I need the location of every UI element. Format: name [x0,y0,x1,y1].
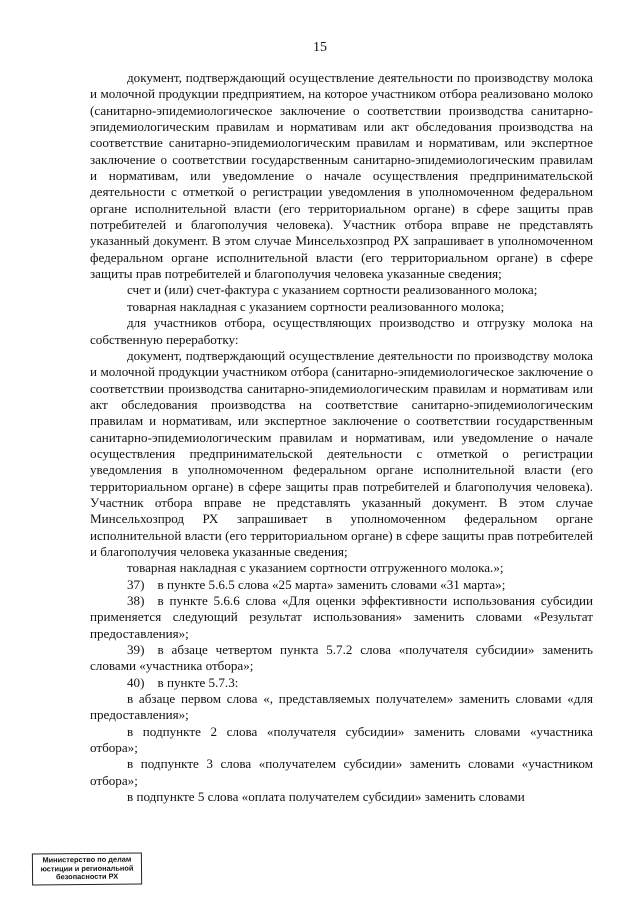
page-number: 15 [313,40,327,55]
ministry-stamp [32,853,142,886]
list-item: 37) в пункте 5.6.5 слова «25 марта» заменить словами «31 марта»; [127,576,506,592]
list-item: 39) в абзаце четвертом пункта 5.7.2 слова «получателя субсидии» заменить словами «участника отбора»; [90,642,593,674]
list-item: 38) в пункте 5.6.6 слова «Для оценки эффективности использования субсидии применяется следующий результат использования» заменить словами «Результат предоставления»; [90,593,593,641]
stamp-line: юстиции и региональной [40,863,134,873]
paragraph: для участников отбора, осуществляющих производство и отгрузку молока на собственную переработку: [90,315,593,347]
paragraph: счет и (или) счет-фактура с указанием сортности реализованного молока; [127,282,538,298]
paragraph: документ, подтверждающий осуществление деятельности по производству молока и молочной продукции участником отбора (санитарно-эпидемиологическое заключение о соответствии производства санитарно-эпидемиологическим правилам и нормативам или акт обследования производства на соответствие санитарно-эпидемиологическим правилам и нормативам, или экспертное заключение о соответствии государственным санитарно-эпидемиологическим правилам и нормативам, или уведомление о начале осуществления предпринимательской деятельности с отметкой о регистрации уведомления в уполномоченном федеральном органе исполнительной власти (его территориальном органе) в сфере защиты прав потребителей и благополучия человека). Участник отбора вправе не представлять указанный документ. В этом случае Минсельхозпрод РХ запрашивает в уполномоченном федеральном органе исполнительной власти (его территориальном органе) в сфере защиты прав потребителей и благополучия человека указанные сведения; [90,347,593,559]
paragraph: товарная накладная с указанием сортности отгруженного молока.»; [127,560,504,576]
paragraph: в подпункте 3 слова «получателем субсидии» заменить словами «участником отбора»; [90,756,593,788]
paragraph: в подпункте 2 слова «получателя субсидии» заменить словами «участника отбора»; [90,723,593,756]
paragraph: товарная накладная с указанием сортности реализованного молока; [127,298,505,314]
paragraph: в подпункте 5 слова «оплата получателем субсидии» заменить словами [127,789,525,805]
paragraph: документ, подтверждающий осуществление деятельности по производству молока и молочной продукции предприятием, на которое участником отбора реализовано молоко (санитарно-эпидемиологическое заключение о соответствии производства санитарно-эпидемиологическим правилам и нормативам или акт обследования производства на соответствие санитарно-эпидемиологическим правилам и нормативам, или экспертное заключение о соответствии государственным санитарно-эпидемиологическим правилам и нормативам, или уведомление о начале осуществления предпринимательской деятельности с отметкой о регистрации уведомления в уполномоченном федеральном органе исполнительной власти (его территориальном органе) в сфере защиты прав потребителей и благополучия человека). Участник отбора вправе не представлять указанный документ. В этом случае Минсельхозпрод РХ запрашивает в уполномоченном федеральном органе исполнительной власти (его территориальном органе) в сфере защиты прав потребителей и благополучия человека указанные сведения; [90,70,593,282]
stamp-line: Министерство по делам [42,854,132,865]
paragraph: в абзаце первом слова «, представляемых получателем» заменить словами «для предоставления»; [90,691,593,723]
document-body [90,70,593,805]
list-item: 40) в пункте 5.7.3: [127,674,239,690]
stamp-line: безопасности РХ [55,871,119,882]
